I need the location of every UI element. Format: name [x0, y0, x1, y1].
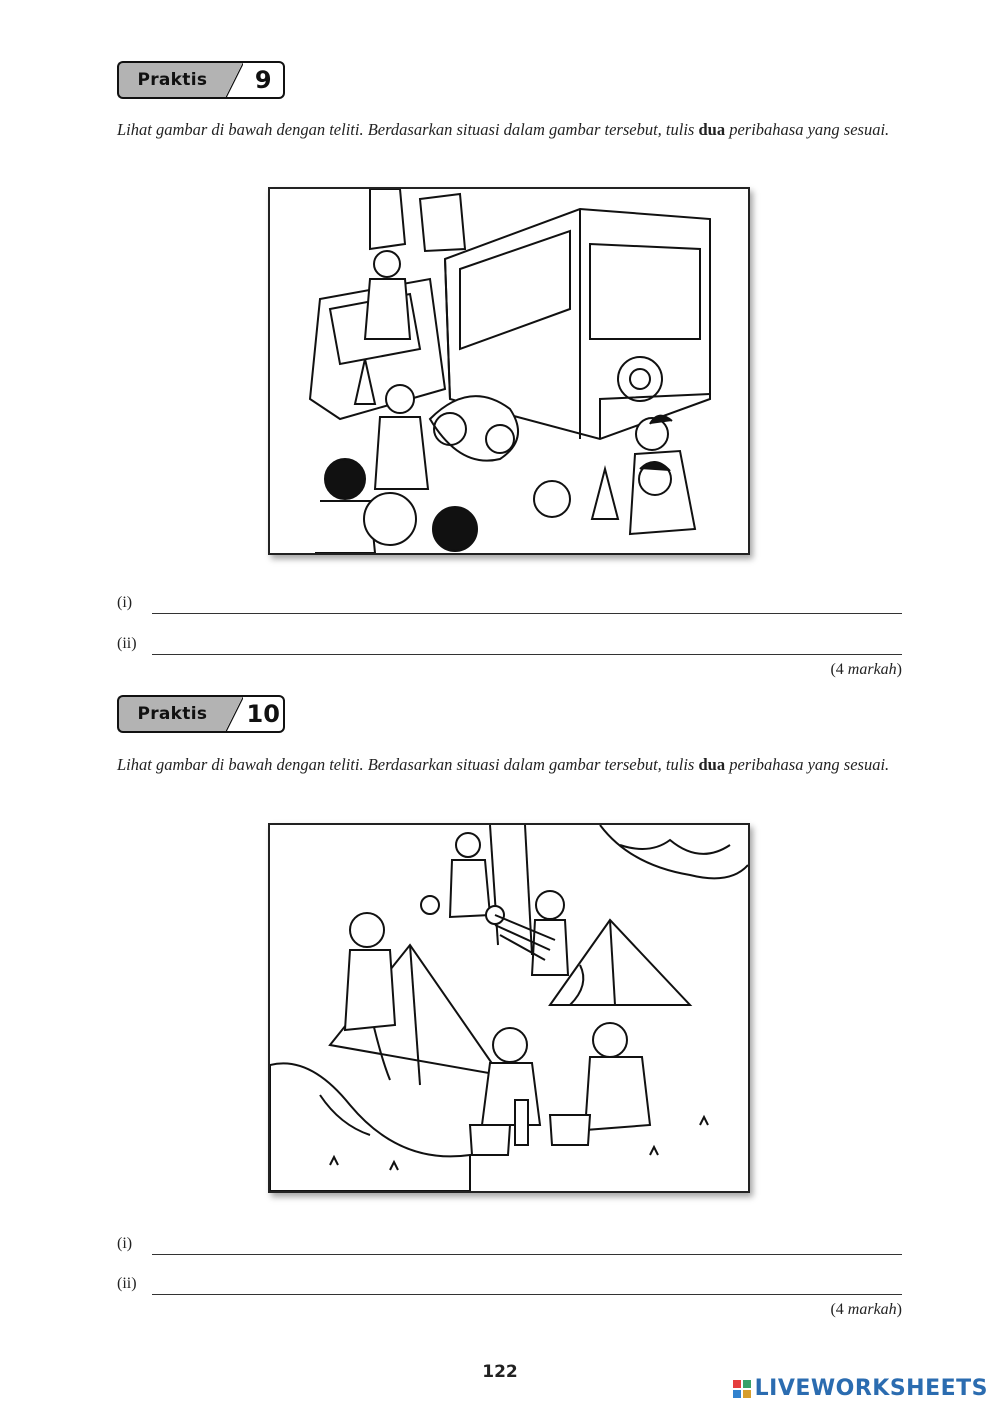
liveworksheets-watermark [733, 1376, 988, 1401]
liveworksheets-logo-icon [733, 1380, 751, 1398]
answer-blank[interactable] [152, 613, 902, 614]
illustration-camping-scene [268, 823, 750, 1193]
answer-label: (ii) [117, 1275, 137, 1292]
marks-close: ) [896, 1301, 902, 1318]
marks-close: ) [896, 661, 902, 678]
logo-square [733, 1380, 741, 1388]
instruction-part: Lihat gambar di bawah dengan teliti. Berdasarkan situasi dalam gambar tersebut, tulis [117, 120, 699, 139]
badge-divider [226, 695, 244, 733]
praktis-badge-10 [117, 695, 285, 733]
marks-number: (4 [830, 1301, 848, 1318]
instruction-text [117, 752, 907, 778]
logo-square [743, 1390, 751, 1398]
answer-line-ii[interactable] [117, 1275, 902, 1297]
marks-number: (4 [830, 661, 848, 678]
instruction-bold: dua [698, 755, 726, 774]
instruction-part: peribahasa yang sesuai. [725, 120, 890, 139]
answer-label: (i) [117, 594, 133, 611]
answer-line-i[interactable] [117, 594, 902, 616]
logo-square [743, 1380, 751, 1388]
illustration-accident-scene [268, 187, 750, 555]
answer-blank[interactable] [152, 654, 902, 655]
instruction-text [117, 117, 907, 143]
marks-word: markah [847, 661, 897, 678]
badge-divider [226, 61, 244, 99]
watermark-text: LIVEWORKSHEETS [754, 1376, 988, 1401]
answer-line-ii[interactable] [117, 635, 902, 657]
answer-line-i[interactable] [117, 1235, 902, 1257]
answer-label: (ii) [117, 635, 137, 652]
instruction-bold: dua [698, 120, 726, 139]
instruction-part: peribahasa yang sesuai. [725, 755, 890, 774]
answer-blank[interactable] [152, 1254, 902, 1255]
answer-label: (i) [117, 1235, 133, 1252]
page-number: 122 [482, 1362, 518, 1382]
marks-word: markah [847, 1301, 897, 1318]
badge-label: Praktis [117, 695, 226, 733]
marks-label [830, 661, 902, 679]
praktis-badge-9 [117, 61, 285, 99]
marks-label [830, 1301, 902, 1319]
instruction-part: Lihat gambar di bawah dengan teliti. Berdasarkan situasi dalam gambar tersebut, tulis [117, 755, 699, 774]
answer-blank[interactable] [152, 1294, 902, 1295]
badge-number: 10 [243, 695, 285, 733]
logo-square [733, 1390, 741, 1398]
badge-number: 9 [243, 61, 285, 99]
badge-label: Praktis [117, 61, 226, 99]
